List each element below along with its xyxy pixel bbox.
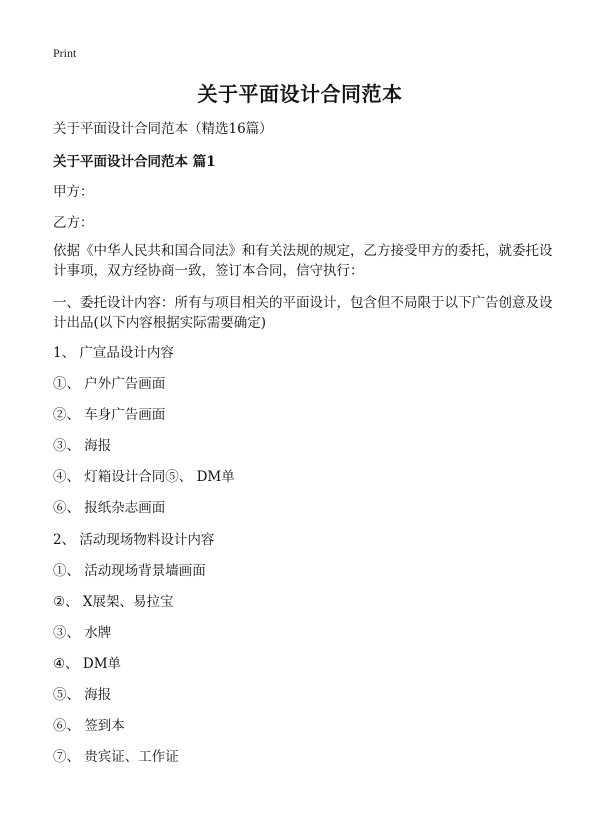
list-item: ④、 灯箱设计合同⑤、 DM单 <box>53 469 235 485</box>
group1-heading: 1、 广宣品设计内容 <box>53 345 174 361</box>
list-item: ④、 DM单 <box>53 656 122 672</box>
list-item: ③、 海报 <box>53 438 112 454</box>
party-b-line: 乙方： <box>53 215 94 231</box>
section-heading: 关于平面设计合同范本 篇1 <box>53 154 216 170</box>
list-item: ③、 水牌 <box>53 625 112 641</box>
basis-paragraph: 依据《中华人民共和国合同法》和有关法规的规定，乙方接受甲方的委托，就委托设计事项，双方经协商一致，签订本合同，信守执行： <box>53 243 553 279</box>
print-link[interactable]: Print <box>53 46 77 60</box>
list-item: ⑥、 签到本 <box>53 718 125 734</box>
group2-heading: 2、 活动现场物料设计内容 <box>53 532 215 548</box>
page-title: 关于平面设计合同范本 <box>197 82 403 106</box>
list-item: ⑥、 报纸杂志画面 <box>53 500 166 516</box>
list-item: ②、 X展架、易拉宝 <box>53 594 174 610</box>
list-item: ①、 户外广告画面 <box>53 376 166 392</box>
document-subtitle: 关于平面设计合同范本（精选16篇） <box>53 121 273 137</box>
party-a-line: 甲方： <box>53 184 94 200</box>
list-item: ⑤、 海报 <box>53 687 112 703</box>
list-item: ①、 活动现场背景墙画面 <box>53 563 206 579</box>
scope-paragraph: 一、委托设计内容：所有与项目相关的平面设计，包含但不局限于以下广告创意及设计出品(以下内容根据实际需要确定) <box>53 295 553 331</box>
list-item: ②、 车身广告画面 <box>53 407 166 423</box>
list-item: ⑦、 贵宾证、工作证 <box>53 749 179 765</box>
